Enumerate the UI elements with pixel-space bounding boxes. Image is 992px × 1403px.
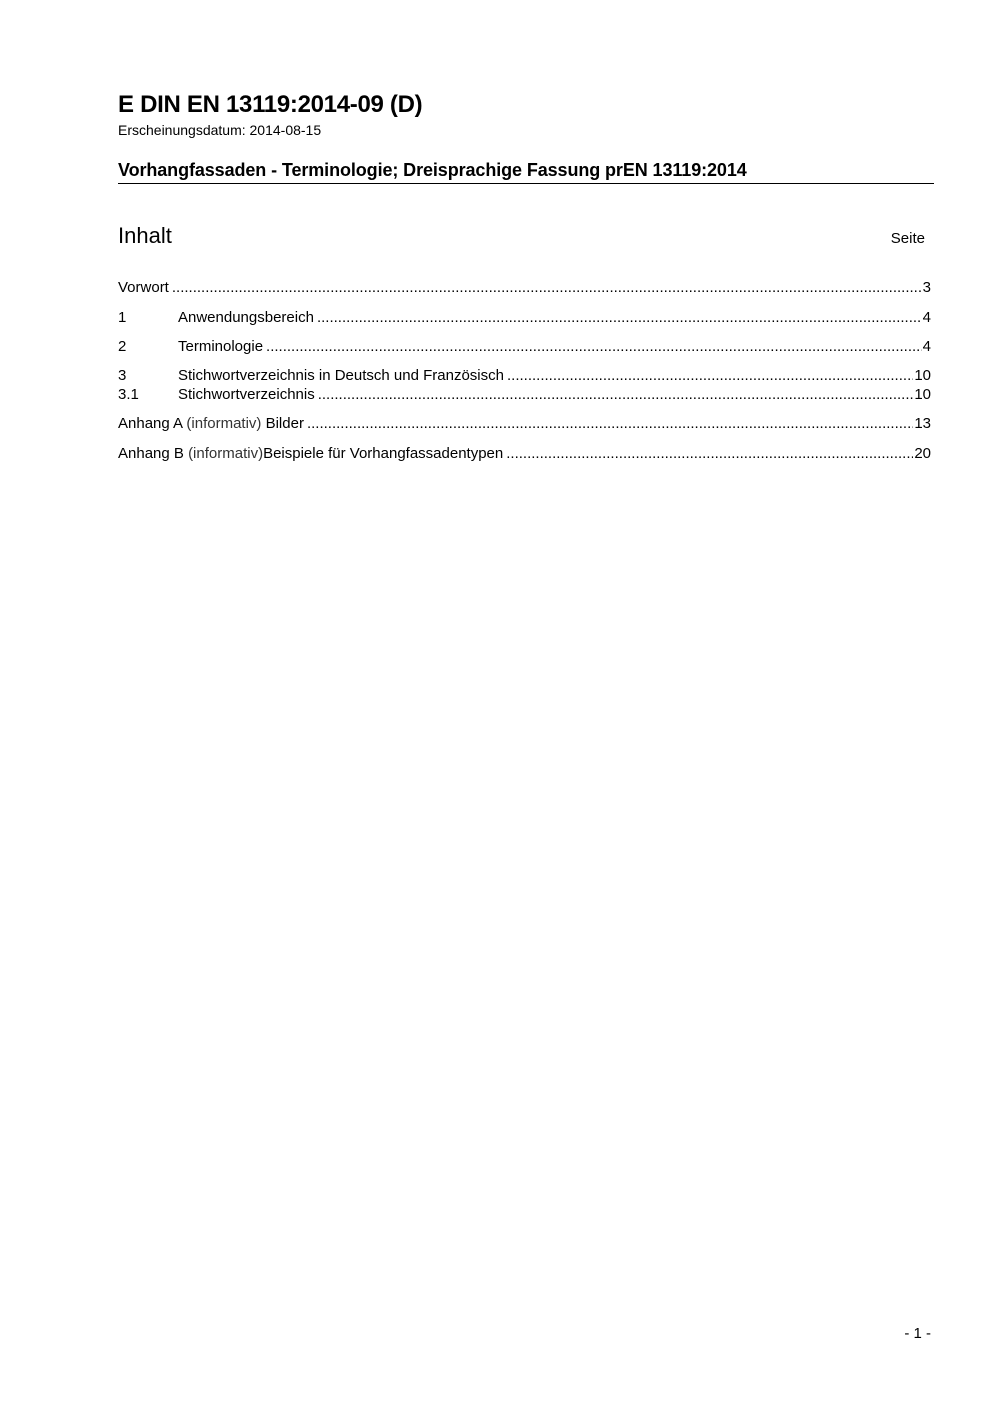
toc-entry-annex-prefix: Anhang B	[118, 445, 189, 462]
toc-heading: Inhalt	[118, 223, 172, 248]
toc-entry-page: 3	[922, 279, 931, 296]
toc-leader-dots	[507, 366, 913, 386]
title-divider	[118, 183, 934, 184]
toc-entry-stichwortverzeichnis[interactable]	[118, 385, 931, 405]
toc-entry-number: 3	[118, 367, 127, 384]
toc-entry-annex-prefix: Anhang A	[118, 415, 187, 432]
toc-entry-anhang-b[interactable]	[118, 444, 931, 464]
toc-entry-page: 4	[922, 338, 931, 355]
toc-entry-annex-qualifier: (informativ)	[188, 445, 264, 462]
toc-entry-annex-qualifier: (informativ)	[186, 415, 262, 432]
toc-leader-dots	[307, 414, 913, 434]
toc-entry-number: 3.1	[118, 386, 139, 403]
page-number: - 1 -	[904, 1325, 931, 1342]
toc-entry-page: 10	[914, 367, 931, 384]
toc-entry-number: 1	[118, 309, 127, 326]
toc-leader-dots	[506, 444, 913, 464]
toc-entry-annex-title: Beispiele für Vorhangfassadentypen	[263, 445, 504, 462]
toc-entry-anwendungsbereich[interactable]	[118, 308, 931, 328]
document-id: E DIN EN 13119:2014-09 (D)	[118, 91, 423, 118]
toc-entry-stichwortverzeichnis-de-fr[interactable]	[118, 366, 931, 386]
toc-entry-vorwort[interactable]	[118, 278, 931, 298]
toc-leader-dots	[318, 385, 914, 405]
toc-entry-page: 4	[922, 309, 931, 326]
toc-entry-text: Anwendungsbereich	[178, 309, 314, 326]
toc-entry-text	[118, 414, 304, 434]
toc-entry-text: Vorwort	[118, 279, 169, 296]
toc-leader-dots	[317, 308, 922, 328]
toc-entry-page: 20	[914, 445, 931, 462]
toc-entry-text	[118, 444, 503, 464]
toc-entry-text: Stichwortverzeichnis	[178, 386, 315, 403]
toc-page-label: Seite	[890, 230, 925, 247]
toc-entry-page: 13	[914, 415, 931, 432]
toc-leader-dots	[172, 278, 922, 298]
toc-entry-anhang-a[interactable]	[118, 414, 931, 434]
document-title: Vorhangfassaden - Terminologie; Dreisprachige Fassung prEN 13119:2014	[118, 160, 747, 180]
toc-leader-dots	[266, 337, 922, 357]
toc-entry-annex-title: Bilder	[261, 415, 304, 432]
toc-entry-terminologie[interactable]	[118, 337, 931, 357]
toc-entry-text: Terminologie	[178, 338, 264, 355]
toc-entry-page: 10	[914, 386, 931, 403]
publication-date: Erscheinungsdatum: 2014-08-15	[118, 122, 322, 138]
toc-entry-text: Stichwortverzeichnis in Deutsch und Französisch	[178, 367, 504, 384]
toc-entry-number: 2	[118, 338, 127, 355]
